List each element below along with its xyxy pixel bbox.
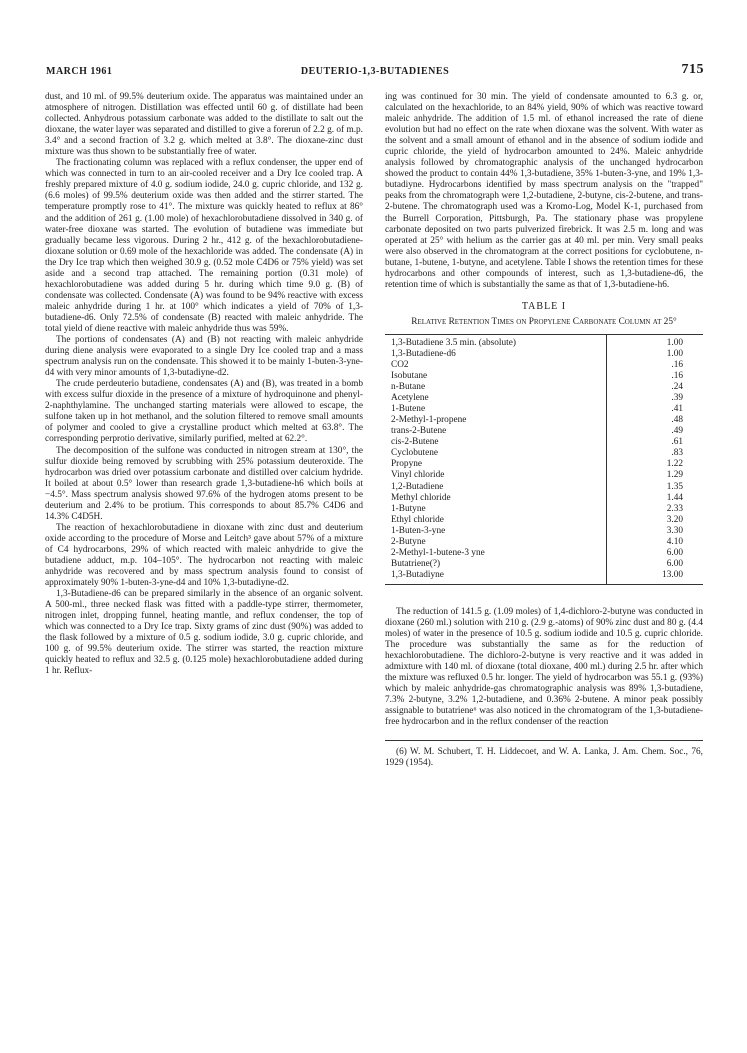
compound-cell: Butatriene(?) (391, 558, 441, 569)
right-column (385, 92, 703, 770)
table-row (385, 382, 703, 393)
compound-cell: trans-2-Butene (391, 426, 447, 437)
compound-cell: 2-Butyne (391, 536, 426, 547)
retention-value-cell: 1.29 (607, 470, 704, 481)
header-date: MARCH 1961 (46, 66, 113, 77)
compound-cell: cis-2-Butene (391, 437, 439, 448)
retention-value-cell: .39 (607, 393, 704, 404)
retention-value-cell: 3.30 (607, 526, 704, 537)
table-row (385, 515, 703, 526)
compound-cell: 1,2-Butadiene (391, 481, 444, 492)
retention-value-cell: 1.44 (607, 493, 704, 504)
compound-cell: Acetylene (391, 393, 429, 404)
header-title: DEUTERIO-1,3-BUTADIENES (300, 66, 450, 77)
retention-value-cell: 1.35 (607, 482, 704, 493)
compound-cell: 1-Buten-3-yne (391, 525, 446, 536)
retention-value-cell: .61 (607, 437, 704, 448)
retention-value-cell: 4.10 (607, 537, 704, 548)
retention-value-cell: .83 (607, 448, 704, 459)
table-row (385, 504, 703, 515)
paragraph: The fractionating column was replaced with a reflux condenser, the upper end of which was connected in turn to an air-cooled receiver and a Dry Ice cooled trap. A freshly prepared mixture of 4.0 g. sodium iodide, 24.0 g. cupric chloride, and 132 g. (6.6 moles) of 99.5% deuterium oxide was then added and the stirrer started. The temperature promptly rose to 41°. The mixture was quickly heated to reflux at 86° and the addition of 261 g. (1.00 mole) of hexachlorobutadiene dissolved in 340 g. of water-free dioxane was started. The evolution of butadiene was immediate but gradually became less vigorous. During 2 hr., 412 g. of the hexachlorobutadiene-dioxane solution or 0.69 mole of the hexachloride was added. The condensate (A) in the Dry Ice trap which then weighed 30.9 g. (0.52 mole C4D6 or 75% yield) was set aside and a second trap attached. The remaining portion (0.31 mole) of hexachlorobutadiene was added during 5 hr. during which time 9.0 g. (B) of condensate was collected. Condensate (A) was found to be 94% reactive with excess maleic anhydride during 1 hr. at 100° which indicates a yield of 70% of 1,3-butadiene-d6. Only 72.5% of condensate (B) reacted with maleic anhydride. The total yield of diene reactive with maleic anhydride thus was 59%. (45, 158, 363, 334)
page-number: 715 (681, 62, 704, 77)
table-row (385, 334, 703, 349)
table-row (385, 470, 703, 481)
table-row (385, 482, 703, 493)
compound-cell: 2-Methyl-1-butene-3 yne (391, 547, 485, 558)
retention-value-cell: .16 (607, 360, 704, 371)
retention-value-cell: .24 (607, 382, 704, 393)
paragraph: The reduction of 141.5 g. (1.09 moles) of 1,4-dichloro-2-butyne was conducted in dioxane (260 ml.) solution with 210 g. (2.9 g.-atoms) of 90% zinc dust and 80 g. (4.4 moles) of water in the presence of 10.5 g. sodium iodide and 10.5 g. cupric chloride. The procedure was substantially the same as for the reduction of hexachlorobutadiene. The dichloro-2-butyne is very reactive and it was added in admixture with 140 ml. of dioxane (total dioxane, 400 ml.) during 2.5 hr. after which the mixture was refluxed 0.5 hr. longer. The yield of hydrocarbon was 55.1 g. (93%) which by maleic anhydride-gas chromatographic analysis was 89% 1,3-butadiene, 7.3% 2-butyne, 3.2% 1,2-butadiene, and 0.36% 2-butene. A minor peak possibly assignable to butatriene⁶ was also noticed in the chromatogram of the 1,3-butadiene-free hydrocarbon and in the reflux condenser of the reaction (385, 606, 703, 728)
compound-cell: Propyne (391, 459, 422, 470)
paragraph: ing was continued for 30 min. The yield of condensate amounted to 6.3 g. or, calculated on the hexachloride, to an 84% yield, 90% of which was reactive toward maleic anhydride. The addition of 1.5 ml. of ethanol increased the rate of diene evolution but had no effect on the rate when dioxane was the solvent. With water as the solvent and a small amount of ethanol and in the absence of sodium iodide and cupric chloride, the yield of hydrocarbon amounted to 24%. Maleic anhydride analysis followed by chromatographic analysis of the unchanged hydrocarbon showed the product to contain 44% 1,3-butadiene, 35% 1-buten-3-yne, and 19% 1,3-butadiyne. Hydrocarbons identified by mass spectrum analysis on the "trapped" peaks from the chromatograph were 1,2-butadiene, 2-butyne, cis-2-butene, and trans-2-butene. The chromatograph used was a Kromo-Log, Model K-1, purchased from the Burrell Corporation, Pittsburgh, Pa. The stationary phase was propylene carbonate deposited on two parts pulverized firebrick. It was 2.5 m. long and was operated at 25° with helium as the carrier gas at 40 ml. per min. Very small peaks were also observed in the chromatogram at the correct positions for cyclobutene, n-butane, 1-butene, 1-butyne, and acetylene. Table I shows the retention times for these hydrocarbons and other compounds of interest, such as 1,3-butadiene-d6, the retention time of which is substantially the same as that of 1,3-butadiene-h6. (385, 92, 703, 290)
retention-table (385, 334, 703, 585)
table-row (385, 349, 703, 360)
retention-value-cell: 1.22 (607, 459, 704, 470)
compound-cell: Cyclobutene (391, 448, 438, 459)
table-row (385, 459, 703, 470)
retention-value-cell: 1.00 (607, 334, 704, 349)
compound-cell: Isobutane (391, 371, 428, 382)
table-row (385, 570, 703, 585)
retention-value-cell: 6.00 (607, 548, 704, 559)
table-row (385, 404, 703, 415)
table-row (385, 548, 703, 559)
retention-value-cell: 1.00 (607, 349, 704, 360)
compound-cell: Vinyl chloride (391, 470, 445, 481)
paragraph: The reaction of hexachlorobutadiene in dioxane with zinc dust and deuterium oxide according to the procedure of Morse and Leitch³ gave about 57% of a mixture of C4 hydrocarbons, 29% of which reacted with maleic anhydride to give the butadiene adduct, m.p. 104–105°. The hydrocarbon not reacting with maleic anhydride was recovered and by mass spectrum analysis found to consist of approximately 90% 1-buten-3-yne-d4 and 10% 1,3-butadiyne-d2. (45, 522, 363, 589)
compound-cell: n-Butane (391, 382, 426, 393)
table-row (385, 493, 703, 504)
retention-value-cell: 6.00 (607, 559, 704, 570)
table-row (385, 526, 703, 537)
paragraph: dust, and 10 ml. of 99.5% deuterium oxide. The apparatus was maintained under an atmosphere of nitrogen. Distillation was effected until 60 g. of distillate had been collected. Anhydrous potassium carbonate was added to the distillate to salt out the dioxane, the water layer was separated and distilled to give a forerun of 2.2 g. of m.p. 3.4° and a second fraction of 3.2 g. which melted at 3.8°. The dioxane-zinc dust mixture was thus shown to be substantially free of water. (45, 92, 363, 158)
retention-value-cell: 2.33 (607, 504, 704, 515)
table-row (385, 559, 703, 570)
compound-cell: 1,3-Butadiene 3.5 min. (absolute) (391, 337, 516, 348)
table-row (385, 393, 703, 404)
table-caption: Relative Retention Times on Propylene Carbonate Column at 25° (411, 316, 677, 327)
paragraph: The portions of condensates (A) and (B) not reacting with maleic anhydride during diene analysis were evaporated to a single Dry Ice cooled trap and a mass spectrum analysis run on the condensate. This showed it to be mainly 1-buten-3-yne-d4 with very minor amounts of 1,3-butadiyne-d2. (45, 335, 363, 379)
table-row (385, 537, 703, 548)
left-column (45, 92, 363, 677)
paragraph: The decomposition of the sulfone was conducted in nitrogen stream at 130°, the sulfur dioxide being removed by scrubbing with 25% potassium deuteroxide. The hydrocarbon was dried over potassium carbonate and distilled over calcium hydride. It boiled at about 0.5° lower than research grade 1,3-butadiene-h6 which boils at −4.5°. Mass spectrum analysis showed 97.6% of the hydrogen atoms present to be deuterium and 2.4% to be protium. This corresponds to about 85.7% C4D6 and 14.3% C4D5H. (45, 445, 363, 522)
table-row (385, 415, 703, 426)
retention-value-cell: .48 (607, 415, 704, 426)
compound-cell: 1-Butene (391, 404, 426, 415)
compound-cell: 1,3-Butadiyne (391, 569, 444, 580)
table-row (385, 437, 703, 448)
paragraph: The crude perdeuterio butadiene, condensates (A) and (B), was treated in a bomb with excess sulfur dioxide in the presence of a mixture of hydroquinone and phenyl-2-naphthylamine. The unchanged starting materials were allowed to escape, the sulfone taken up in hot methanol, and the solution filtered to remove small amounts of polymer and cooled to give a crystalline product which melted at 63.8°. The corresponding perprotio derivative, similarly purified, melted at 62.2°. (45, 379, 363, 445)
table-row (385, 426, 703, 437)
retention-value-cell: .41 (607, 404, 704, 415)
compound-cell: Methyl chloride (391, 492, 451, 503)
compound-cell: 2-Methyl-1-propene (391, 415, 467, 426)
compound-cell: 1,3-Butadiene-d6 (391, 348, 456, 359)
table-title: TABLE I (521, 300, 567, 312)
footnote: (6) W. M. Schubert, T. H. Liddecoet, and W. A. Lanka, J. Am. Chem. Soc., 76, 1929 (1954). (385, 740, 703, 769)
paragraph: 1,3-Butadiene-d6 can be prepared similarly in the absence of an organic solvent. A 500-ml., three necked flask was fitted with a paddle-type stirrer, thermometer, nitrogen inlet, dropping funnel, heating mantle, and reflux condenser, the top of which was connected to a Dry Ice trap. Sixty grams of zinc dust (90%) was added to the flask followed by a mixture of 0.5 g. sodium iodide, 3.0 g. cupric chloride, and 100 g. of 99.5% deuterium oxide. The stirrer was started, the reaction mixture quickly heated to reflux and 32.5 g. (0.125 mole) hexachlorobutadiene added during 1 hr. Reflux- (45, 589, 363, 677)
compound-cell: 1-Butyne (391, 503, 426, 514)
retention-value-cell: .16 (607, 371, 704, 382)
table-row (385, 360, 703, 371)
retention-value-cell: 13.00 (607, 570, 704, 585)
table-row (385, 371, 703, 382)
compound-cell: CO2 (391, 359, 409, 370)
table-row (385, 448, 703, 459)
compound-cell: Ethyl chloride (391, 514, 444, 525)
running-header (46, 62, 704, 82)
retention-value-cell: .49 (607, 426, 704, 437)
retention-value-cell: 3.20 (607, 515, 704, 526)
